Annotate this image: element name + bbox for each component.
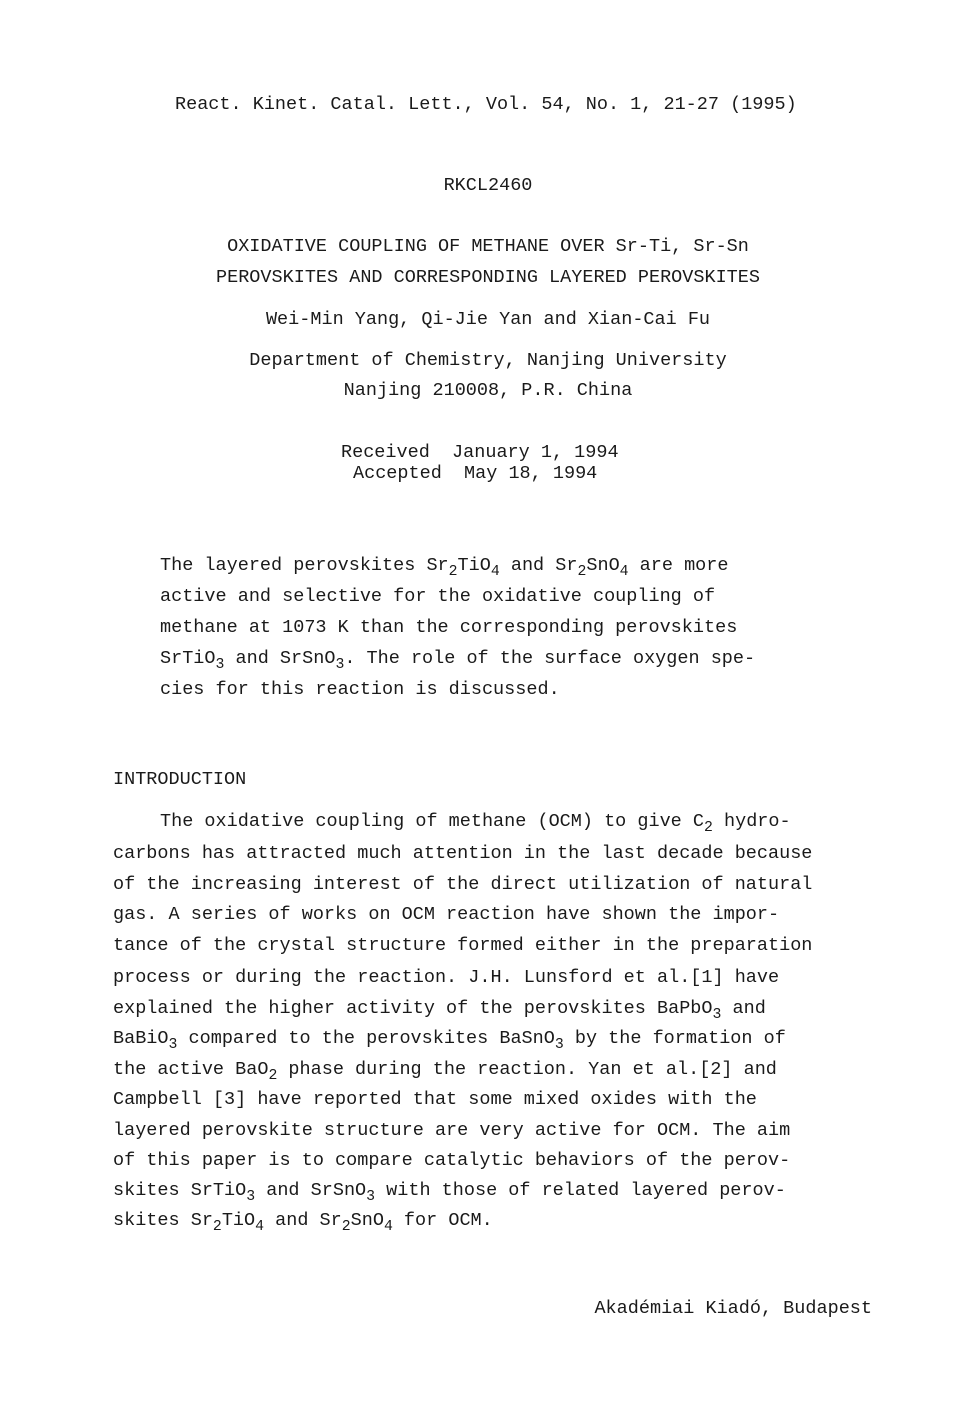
body-line: carbons has attracted much attention in the last decade because bbox=[113, 843, 813, 864]
body-line: The oxidative coupling of methane (OCM) to give $C_2$ hydro- bbox=[160, 811, 791, 837]
received-line bbox=[341, 444, 619, 463]
body-line: of the increasing interest of the direct utilization of natural bbox=[113, 874, 813, 895]
body-line: Campbell [3] have reported that some mixed oxides with the bbox=[113, 1089, 757, 1110]
body-line: BaBiO$_3$ compared to the perovskites BaSnO$_3$ by the formation of bbox=[113, 1028, 786, 1054]
body-line: gas. A series of works on OCM reaction have shown the impor- bbox=[113, 904, 780, 925]
title-line-1: OXIDATIVE COUPLING OF METHANE OVER Sr-Ti, Sr-Sn bbox=[227, 236, 749, 257]
body-line: the active BaO$_2$ phase during the reaction. Yan et al.[2] and bbox=[113, 1059, 777, 1085]
article-code: RKCL2460 bbox=[443, 175, 533, 196]
body-line: process or during the reaction. J.H. Lunsford et al.[1] have bbox=[113, 967, 780, 988]
body-line: layered perovskite structure are very active for OCM. The aim bbox=[113, 1120, 791, 1141]
affiliation-line-1: Department of Chemistry, Nanjing University bbox=[249, 350, 727, 371]
abstract-line: The layered perovskites $Sr_2TiO_4$ and $Sr_2SnO_4$ are more bbox=[160, 555, 729, 581]
publisher-footer: Akadémiai Kiadó, Budapest bbox=[594, 1298, 872, 1319]
accepted-date: May 18, 1994 bbox=[464, 463, 598, 484]
abstract-line: cies for this reaction is discussed. bbox=[160, 679, 560, 700]
citation: React. Kinet. Catal. Lett., Vol. 54, No. 1, 21-27 (1995) bbox=[175, 94, 797, 115]
body-line: explained the higher activity of the perovskites BaPbO$_3$ and bbox=[113, 998, 766, 1024]
body-line: tance of the crystal structure formed either in the preparation bbox=[113, 935, 813, 956]
abstract-line: active and selective for the oxidative coupling of bbox=[160, 586, 716, 607]
accepted-label: Accepted bbox=[353, 463, 442, 484]
accepted-line bbox=[353, 465, 597, 484]
received-date: January 1, 1994 bbox=[452, 442, 619, 463]
abstract-line: methane at 1073 K than the corresponding perovskites bbox=[160, 617, 738, 638]
body-line: skites $Sr_2TiO_4$ and $Sr_2SnO_4$ for OCM. bbox=[113, 1210, 493, 1236]
body-line: skites SrTiO$_3$ and SrSnO$_3$ with those of related layered perov- bbox=[113, 1180, 786, 1206]
authors: Wei-Min Yang, Qi-Jie Yan and Xian-Cai Fu bbox=[265, 309, 711, 330]
title-line-2: PEROVSKITES AND CORRESPONDING LAYERED PEROVSKITES bbox=[216, 267, 760, 288]
abstract-line: SrTiO$_3$ and SrSnO$_3$. The role of the surface oxygen spe- bbox=[160, 648, 756, 674]
received-label: Received bbox=[341, 442, 430, 463]
affiliation-line-2: Nanjing 210008, P.R. China bbox=[343, 380, 633, 401]
body-line: of this paper is to compare catalytic behaviors of the perov- bbox=[113, 1150, 791, 1171]
section-heading-introduction: INTRODUCTION bbox=[113, 769, 247, 790]
